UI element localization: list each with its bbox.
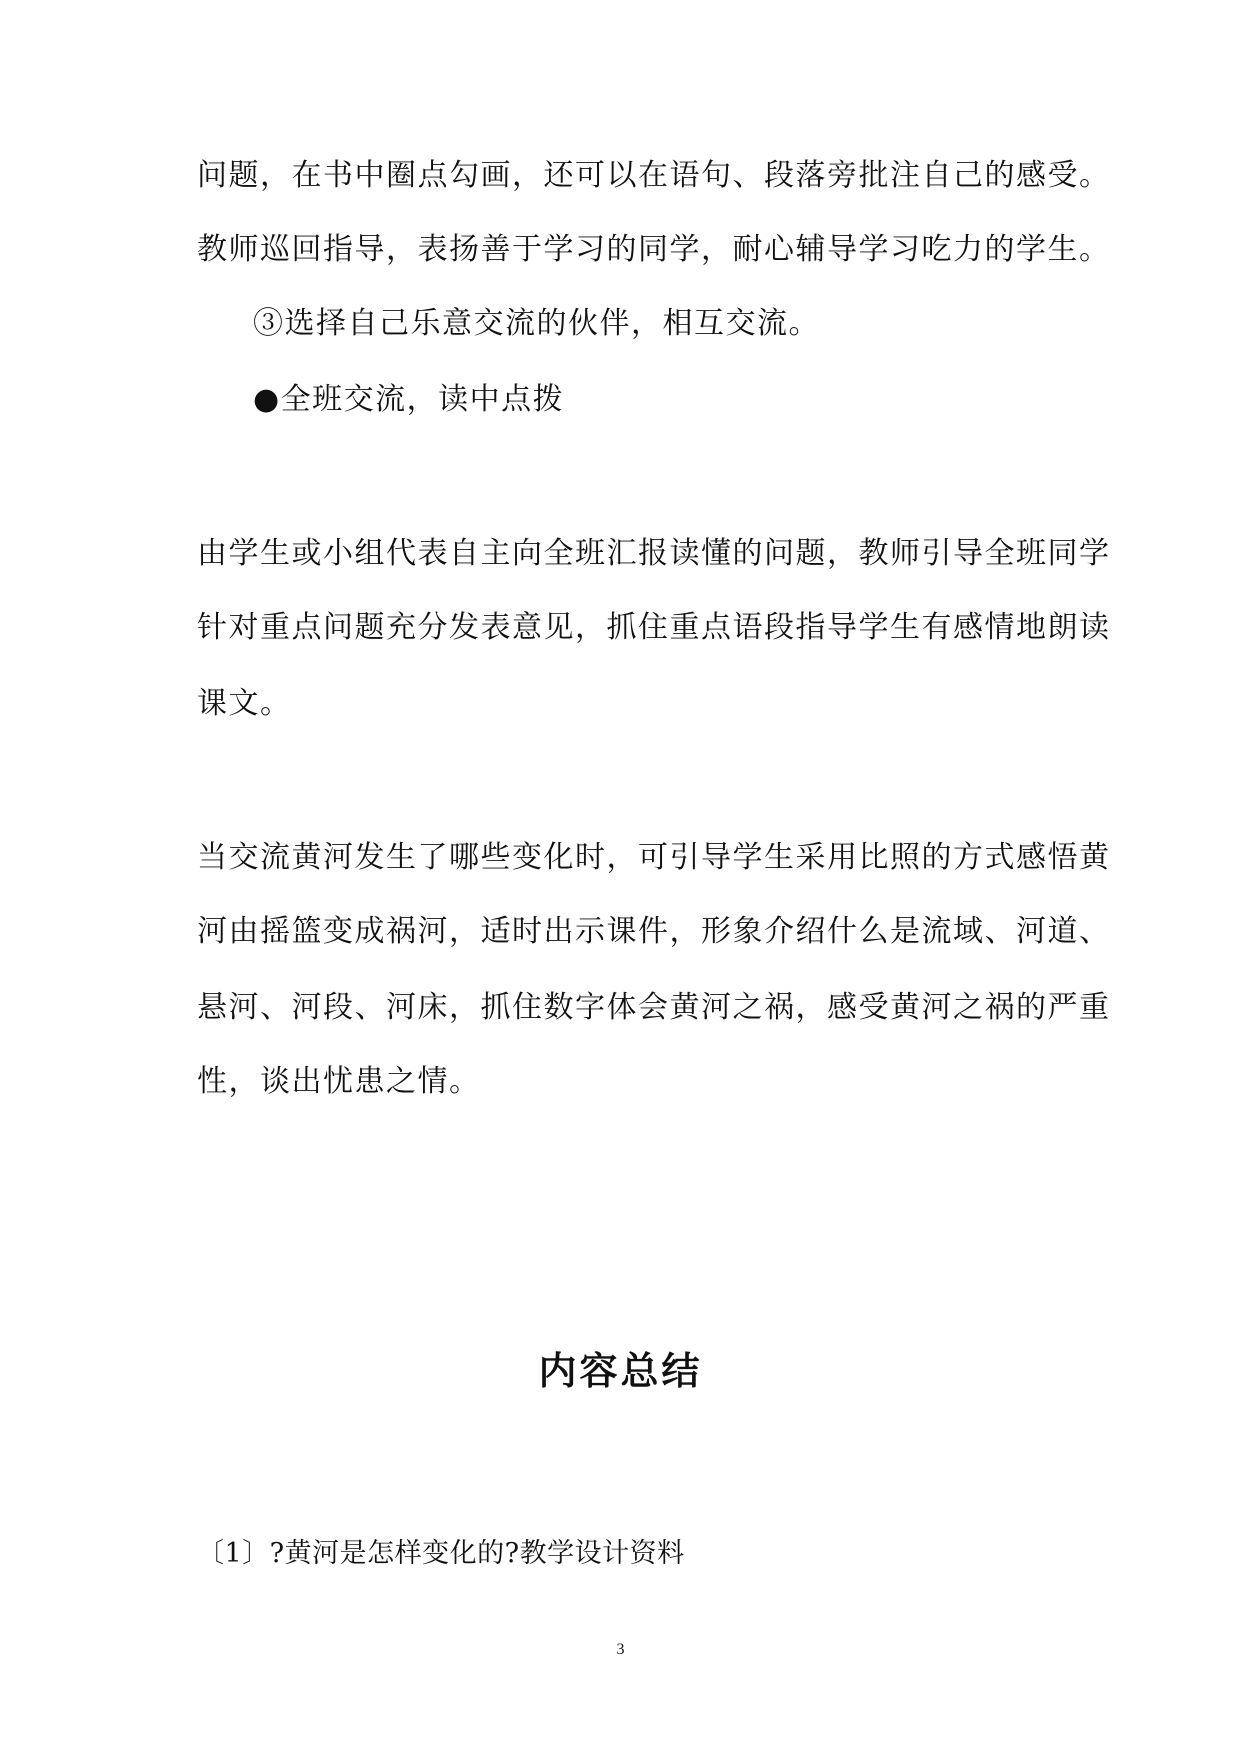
text-line: 当交流黄河发生了哪些变化时，可引导学生采用比照的方式感悟黄 — [197, 840, 1111, 875]
text-line: 课文。 — [197, 686, 292, 721]
summary-item: 〔1〕?黄河是怎样变化的?教学设计资料 — [197, 1538, 685, 1569]
text-line: ③选择自己乐意交流的伙伴，相互交流。 — [253, 306, 820, 341]
text-line: 性，谈出忧患之情。 — [197, 1064, 481, 1099]
text-line: 针对重点问题充分发表意见，抓住重点语段指导学生有感情地朗读 — [197, 610, 1111, 645]
text-line: 由学生或小组代表自主向全班汇报读懂的问题，教师引导全班同学 — [197, 536, 1111, 571]
page-number: 3 — [616, 1641, 625, 1658]
section-heading: 内容总结 — [538, 1349, 703, 1393]
text-line: 教师巡回指导，表扬善于学习的同学，耐心辅导学习吃力的学生。 — [197, 232, 1111, 267]
text-line: 河由摇篮变成祸河，适时出示课件，形象介绍什么是流域、河道、 — [197, 914, 1111, 949]
text-line: ●全班交流，读中点拨 — [253, 382, 565, 417]
text-line: 问题，在书中圈点勾画，还可以在语句、段落旁批注自己的感受。 — [197, 158, 1111, 193]
text-line: 悬河、河段、河床，抓住数字体会黄河之祸，感受黄河之祸的严重 — [197, 990, 1111, 1025]
